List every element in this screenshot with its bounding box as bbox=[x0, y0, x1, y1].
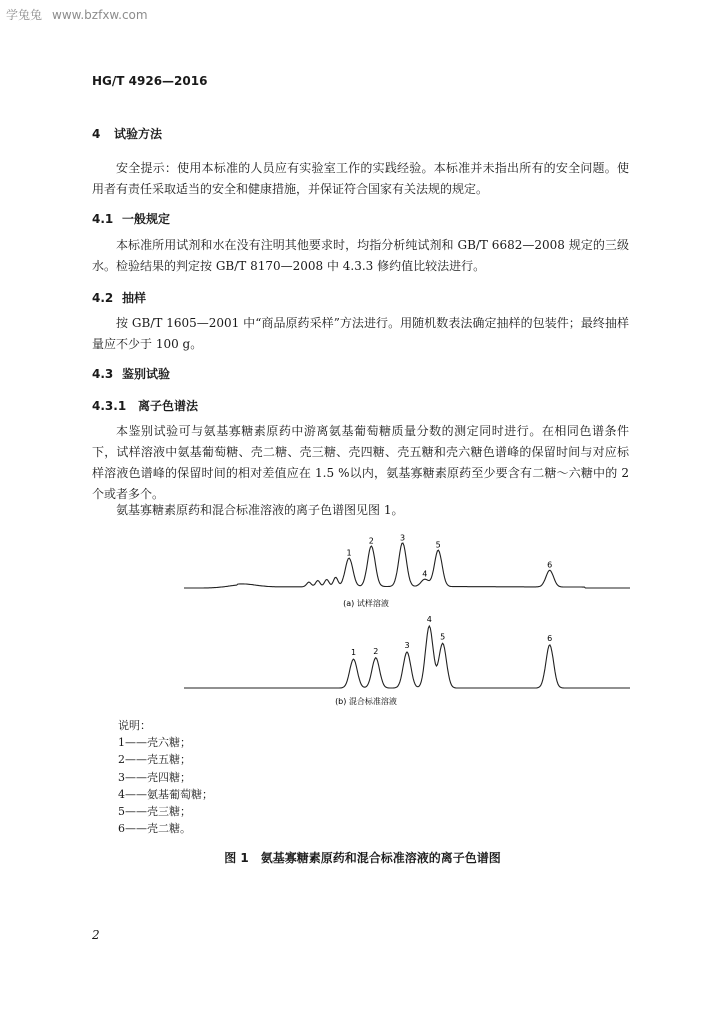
figure-caption: 图 1 氨基寡糖素原药和混合标准溶液的离子色谱图 bbox=[224, 851, 501, 865]
section-title: 抽样 bbox=[122, 291, 147, 305]
sampling-text: 按 GB/T 1605—2001 中“商品原药采样”方法进行。用随机数表法确定抽样的包装件；最终抽样量应不少于 100 g。 bbox=[92, 316, 629, 351]
section-number: 4.1 bbox=[92, 212, 114, 226]
page-number: 2 bbox=[92, 928, 100, 942]
section-4-1-heading bbox=[92, 210, 170, 227]
section-number: 4.2 bbox=[92, 291, 114, 305]
peak-label-1: 1 bbox=[346, 548, 352, 558]
chromatogram-b bbox=[184, 615, 630, 706]
chromatogram-b-trace bbox=[184, 626, 630, 688]
safety-note: 安全提示：使用本标准的人员应有实验室工作的实践经验。本标准并未指出所有的安全问题。使用者有责任采取适当的安全和健康措施，并保证符合国家有关法规的规定。 bbox=[92, 161, 629, 196]
chromatogram-a bbox=[184, 533, 630, 608]
figure-reference-text: 氨基寡糖素原药和混合标准溶液的离子色谱图见图 1。 bbox=[116, 503, 404, 517]
section-title: 鉴别试验 bbox=[122, 367, 171, 381]
peak-label-6: 6 bbox=[547, 633, 553, 643]
section-4-2-heading bbox=[92, 289, 146, 306]
legend-item: 2——壳五糖； bbox=[118, 753, 191, 767]
chromatogram-a-trace bbox=[184, 540, 630, 588]
watermark-brand: 学兔兔 bbox=[6, 8, 43, 22]
legend-item: 3——壳四糖； bbox=[118, 770, 191, 784]
watermark bbox=[6, 6, 148, 23]
watermark-url: www.bzfxw.com bbox=[52, 8, 148, 22]
peak-label-2: 2 bbox=[373, 646, 379, 656]
standard-number: HG/T 4926—2016 bbox=[92, 74, 208, 88]
peak-label-5: 5 bbox=[440, 632, 446, 642]
legend-item: 6——壳二糖。 bbox=[118, 822, 191, 836]
legend-item: 1——壳六糖； bbox=[118, 736, 191, 750]
legend-item: 4——氨基葡萄糖； bbox=[118, 787, 213, 801]
figure-legend bbox=[118, 717, 213, 837]
section-title: 试验方法 bbox=[114, 127, 163, 141]
section-4-3-1-heading bbox=[92, 397, 198, 414]
chromatogram-figure bbox=[176, 518, 636, 718]
chromatogram-a-title: (a) 试样溶液 bbox=[343, 599, 389, 608]
peak-label-5: 5 bbox=[435, 540, 441, 550]
section-4-3-heading bbox=[92, 365, 170, 382]
section-number: 4 bbox=[92, 127, 101, 141]
general-rules-text: 本标准所用试剂和水在没有注明其他要求时，均指分析纯试剂和 GB/T 6682—2008 规定的三级水。检验结果的判定按 GB/T 8170—2008 中 4.3.3 修约值比较法进行。 bbox=[92, 238, 629, 273]
section-title: 一般规定 bbox=[122, 212, 171, 226]
legend-title: 说明： bbox=[118, 719, 151, 732]
peak-label-3: 3 bbox=[399, 533, 406, 543]
section-number: 4.3 bbox=[92, 367, 114, 381]
legend-item: 5——壳三糖； bbox=[118, 805, 191, 819]
peak-label-3: 3 bbox=[404, 641, 410, 650]
peak-label-2: 2 bbox=[368, 536, 374, 546]
chromatogram-b-title: (b) 混合标准溶液 bbox=[335, 697, 397, 706]
section-title: 离子色谱法 bbox=[138, 399, 199, 413]
peak-label-4: 4 bbox=[426, 615, 432, 625]
ion-chromatography-text: 本鉴别试验可与氨基寡糖素原药中游离氨基葡萄糖质量分数的测定同时进行。在相同色谱条件下，试样溶液中氨基葡萄糖、壳二糖、壳三糖、壳四糖、壳五糖和壳六糖色谱峰的保留时间与对应标样溶液色谱峰的保留时间的相对差值应在 1.5 %以内，氨基寡糖素原药至少要含有二糖～六糖中的 2 个或者多个。 bbox=[92, 424, 629, 501]
peak-label-6: 6 bbox=[547, 560, 553, 570]
section-number: 4.3.1 bbox=[92, 399, 127, 413]
peak-label-1: 1 bbox=[350, 648, 357, 658]
peak-label-4: 4 bbox=[422, 569, 428, 579]
section-4-heading bbox=[92, 125, 162, 142]
